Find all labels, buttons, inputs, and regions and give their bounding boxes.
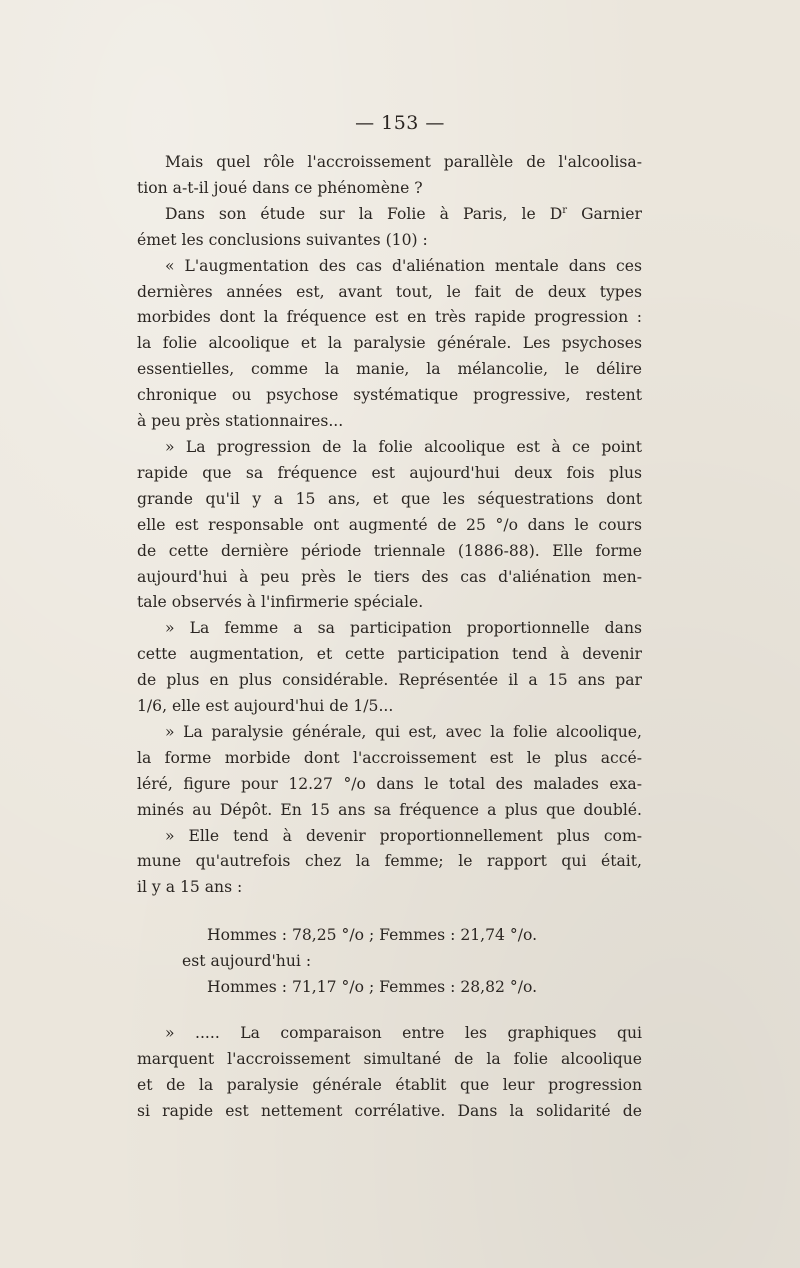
text-line: rapide que sa fréquence est aujourd'hui deux fois plus (137, 463, 642, 482)
text-line: » Elle tend à devenir proportionnellement plus com- (165, 826, 642, 845)
body-text (137, 150, 642, 1125)
text-line: mune qu'autrefois chez la femme; le rapport qui était, (137, 852, 642, 871)
page-number: — 153 — (355, 112, 445, 134)
text-line-garnier (137, 202, 642, 228)
text-line: dernières années est, avant tout, le fait de deux types (137, 282, 642, 301)
text-line: aujourd'hui à peu près le tiers des cas d'aliénation men- (137, 567, 642, 586)
text-line: chronique ou psychose systématique progressive, restent (137, 386, 642, 405)
text-fragment: Garnier (567, 204, 642, 223)
text-line: tion a-t-il joué dans ce phénomène ? (137, 178, 423, 197)
text-line: minés au Dépôt. En 15 ans sa fréquence a plus que doublé. (137, 800, 642, 819)
text-line: de plus en plus considérable. Représentée il a 15 ans par (137, 671, 642, 690)
text-line: Mais quel rôle l'accroissement parallèle de l'alcoolisa- (165, 153, 642, 171)
text-line: cette augmentation, et cette participation tend à devenir (137, 645, 642, 664)
text-line: « L'augmentation des cas d'aliénation mentale dans ces (165, 256, 642, 275)
text-line: tale observés à l'infirmerie spéciale. (137, 593, 424, 612)
text-line: » ..... La comparaison entre les graphiques qui (165, 1024, 642, 1042)
doctor-superscript: r (562, 204, 568, 216)
text-line: essentielles, comme la manie, la mélancolie, le délire (137, 360, 642, 379)
text-line: émet les conclusions suivantes (10) : (137, 230, 428, 249)
ratio-intro: est aujourd'hui : (182, 952, 312, 971)
text-line: à peu près stationnaires... (137, 412, 344, 431)
ratio-line-now: Hommes : 71,17 °/o ; Femmes : 28,82 °/o. (207, 978, 538, 997)
text-line: il y a 15 ans : (137, 878, 243, 897)
ratio-block (137, 923, 642, 1001)
text-line: marquent l'accroissement simultané de la folie alcoolique (137, 1049, 642, 1068)
text-line: de cette dernière période triennale (1886-88). Elle forme (137, 541, 642, 560)
ratio-line-before: Hommes : 78,25 °/o ; Femmes : 21,74 °/o. (207, 926, 538, 945)
text-line: grande qu'il y a 15 ans, et que les séquestrations dont (137, 489, 642, 508)
text-line: » La progression de la folie alcoolique est à ce point (165, 437, 642, 456)
text-fragment: Dans son étude sur la Folie à Paris, le D (165, 204, 563, 223)
text-line: morbides dont la fréquence est en très rapide progression : (137, 308, 642, 327)
text-line: la forme morbide dont l'accroissement est le plus accé- (137, 748, 642, 767)
text-line: 1/6, elle est aujourd'hui de 1/5... (137, 697, 394, 716)
text-line: la folie alcoolique et la paralysie générale. Les psychoses (137, 334, 642, 353)
text-line: et de la paralysie générale établit que leur progression (137, 1075, 642, 1094)
text-line: léré, figure pour 12.27 °/o dans le total des malades exa- (137, 774, 642, 793)
text-line: » La paralysie générale, qui est, avec la folie alcoolique, (165, 722, 642, 741)
text-line: elle est responsable ont augmenté de 25 °/o dans le cours (137, 515, 642, 534)
text-line: » La femme a sa participation proportionnelle dans (165, 619, 642, 638)
text-line: si rapide est nettement corrélative. Dans la solidarité de (137, 1101, 642, 1120)
